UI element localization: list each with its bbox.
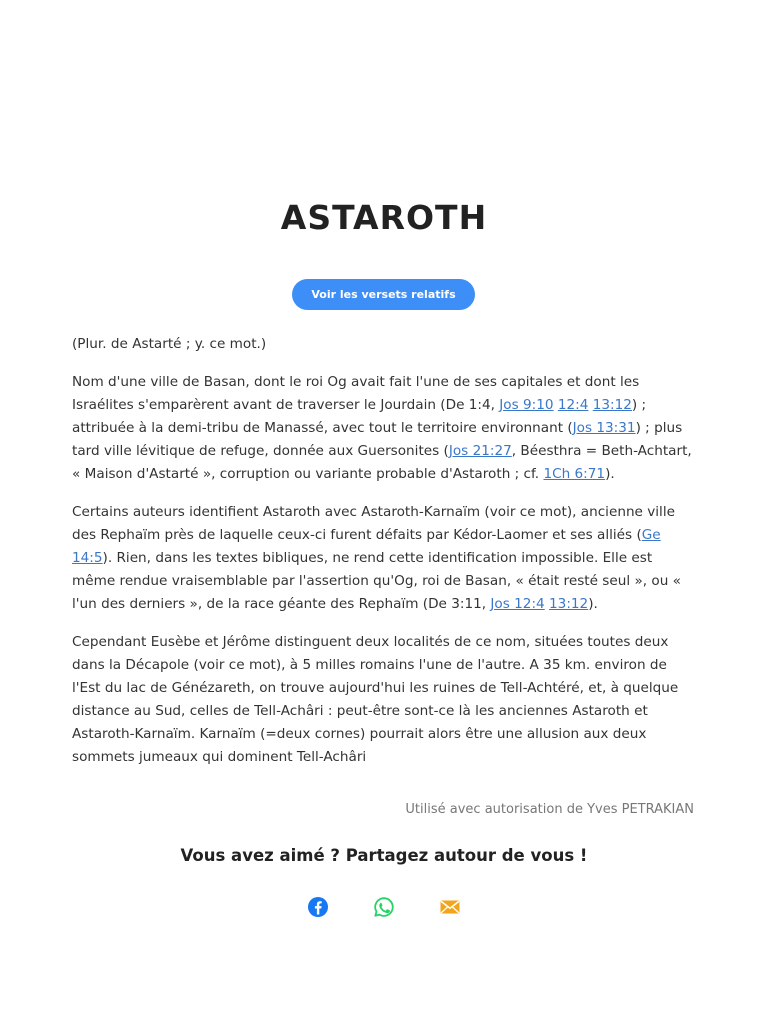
paragraph-2: [72, 371, 698, 486]
text-segment: ).: [605, 466, 615, 482]
paragraph-1: (Plur. de Astarté ; y. ce mot.): [72, 336, 267, 352]
paragraph-3: [72, 501, 698, 616]
credit-text: Utilisé avec autorisation de Yves PETRAKIAN: [405, 802, 694, 817]
mail-icon: [438, 895, 462, 919]
share-title: Vous avez aimé ? Partagez autour de vous !: [180, 846, 588, 865]
verse-link-ge-14-5[interactable]: Ge 14:5: [72, 527, 661, 566]
share-buttons: [0, 895, 768, 919]
text-segment: ) ; attribuée à la demi-tribu de Manassé, avec tout le territoire environnant (: [72, 397, 647, 436]
related-verses-button[interactable]: Voir les versets relatifs: [292, 279, 475, 310]
article-body: [72, 333, 698, 784]
verse-link-jos-13-31[interactable]: Jos 13:31: [572, 420, 636, 436]
verse-link-12-4[interactable]: 12:4: [557, 397, 589, 413]
text-segment: Nom d'une ville de Basan, dont le roi Og avait fait l'une de ses capitales et dont les Israélites s'emparèrent avant de traverser le Jourdain (De 1:4,: [72, 374, 640, 413]
verse-link-jos-21-27[interactable]: Jos 21:27: [448, 443, 512, 459]
whatsapp-icon: [372, 895, 396, 919]
text-segment: ).: [588, 596, 598, 612]
verse-link-13-12-b[interactable]: 13:12: [549, 596, 589, 612]
verse-link-jos-12-4[interactable]: Jos 12:4: [490, 596, 545, 612]
verse-link-1ch-6-71[interactable]: 1Ch 6:71: [543, 466, 606, 482]
facebook-share-button[interactable]: [306, 895, 330, 919]
mail-share-button[interactable]: [438, 895, 462, 919]
text-segment: , Béesthra = Beth-Achtart, « Maison d'Astarté », corruption ou variante probable d'Astaroth ; cf.: [72, 443, 692, 482]
verse-link-jos-9-10[interactable]: Jos 9:10: [499, 397, 554, 413]
paragraph-4: Cependant Eusèbe et Jérôme distinguent deux localités de ce nom, situées toutes deux dans la Décapole (voir ce mot), à 5 milles romains l'une de l'autre. A 35 km. environ de l'Est du lac de Génézareth, on trouve aujourd'hui les ruines de Tell-Achtéré, et, à quelque distance au Sud, celles de Tell-Achâri : peut-être sont-ce là les anciennes Astaroth et Astaroth-Karnaïm. Karnaïm (=deux cornes) pourrait alors être une allusion aux deux sommets jumeaux qui dominent Tell-Achâri: [72, 634, 679, 765]
text-segment: Certains auteurs identifient Astaroth avec Astaroth-Karnaïm (voir ce mot), ancienne ville des Rephaïm près de laquelle ceux-ci furent défaits par Kédor-Laomer et ses alliés (: [72, 504, 675, 543]
facebook-icon: [306, 895, 330, 919]
text-segment: ) ; plus tard ville lévitique de refuge, donnée aux Guersonites (: [72, 420, 683, 459]
verse-link-13-12[interactable]: 13:12: [592, 397, 632, 413]
whatsapp-share-button[interactable]: [372, 895, 396, 919]
text-segment: ). Rien, dans les textes bibliques, ne rend cette identification impossible. Elle est même rendue vraisemblable par l'assertion qu'Og, roi de Basan, « était resté seul », ou « l'un des derniers », de la race géante des Rephaïm (De 3:11,: [72, 550, 681, 612]
page-title: ASTAROTH: [280, 198, 488, 237]
